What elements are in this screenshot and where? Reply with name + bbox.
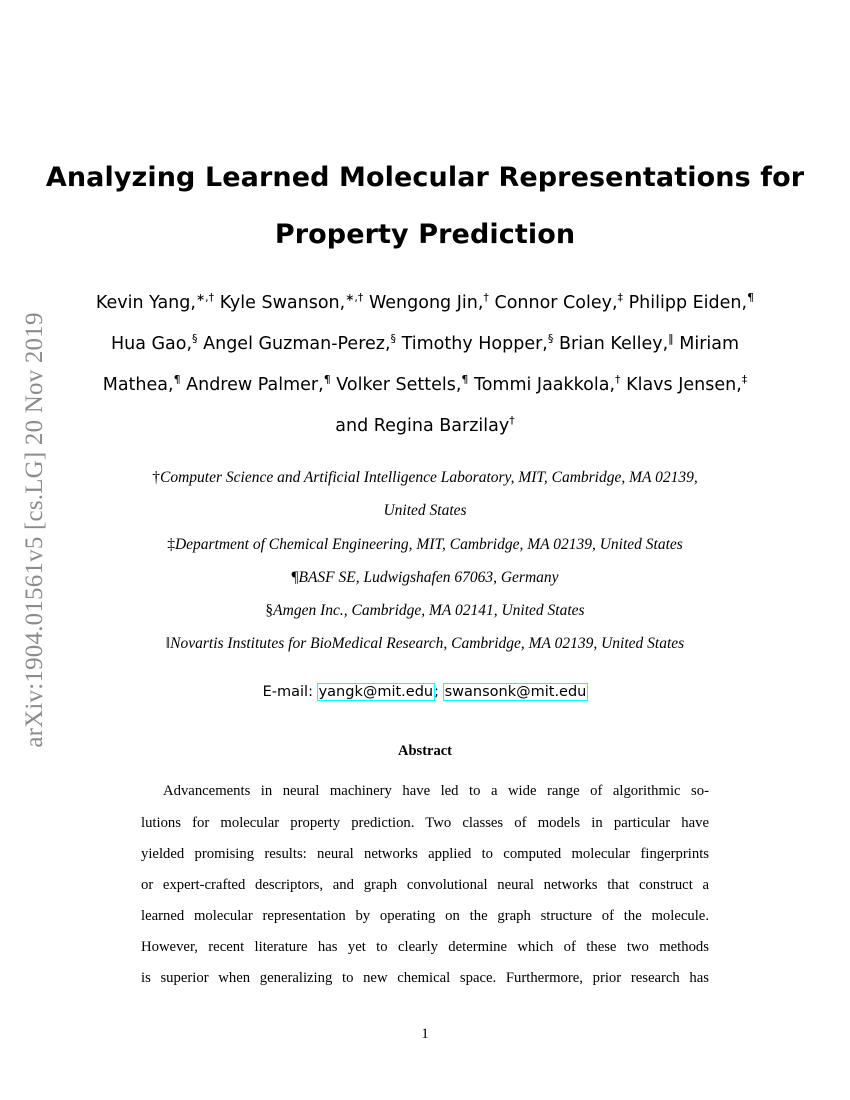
author-affiliation-mark: ¶ xyxy=(747,291,755,304)
affiliation-text: Computer Science and Artificial Intelligence Laboratory, MIT, Cambridge, MA 02139, xyxy=(160,469,698,486)
author-name: and Regina Barzilay xyxy=(335,416,510,436)
author-affiliation-mark: § xyxy=(390,332,397,345)
author-affiliation-mark: ∗,† xyxy=(195,291,215,304)
author-line-2 xyxy=(0,334,850,354)
email-separator: ; xyxy=(434,684,444,700)
affiliation-mit-csail-continued: United States xyxy=(383,502,467,519)
contact-email xyxy=(0,684,850,700)
affiliation-mark: ‖ xyxy=(165,635,171,652)
abstract-line: lutions for molecular property prediction. Two classes of models in particular have xyxy=(141,815,709,831)
author-affiliation-mark: ‡ xyxy=(617,291,624,304)
email-link-swansonk[interactable]: swansonk@mit.edu xyxy=(444,684,587,700)
email-label: E-mail: xyxy=(262,684,318,700)
author-affiliation-mark: ¶ xyxy=(323,373,331,386)
paper-title-line-2: Property Prediction xyxy=(274,219,576,250)
author-affiliation-mark: † xyxy=(615,373,621,386)
affiliation-basf xyxy=(0,569,850,587)
affiliation-text: Novartis Institutes for BioMedical Research, Cambridge, MA 02139, United States xyxy=(170,635,685,652)
author-affiliation-mark: ∗,† xyxy=(345,291,364,304)
affiliation-mark: ‡ xyxy=(167,536,175,553)
affiliation-mark: † xyxy=(152,469,161,486)
author-name: Andrew Palmer, xyxy=(186,375,324,395)
abstract-line: yielded promising results: neural networks applied to computed molecular fingerprints xyxy=(141,846,709,862)
author-name: Angel Guzman-Perez, xyxy=(203,334,391,354)
author-affiliation-mark: § xyxy=(192,332,198,345)
author-name: Hua Gao, xyxy=(110,334,193,354)
affiliation-text: BASF SE, Ludwigshafen 67063, Germany xyxy=(298,569,559,586)
author-affiliation-mark: ¶ xyxy=(173,373,181,386)
author-name: Brian Kelley, xyxy=(558,334,669,354)
affiliation-text: Amgen Inc., Cambridge, MA 02141, United States xyxy=(273,602,585,619)
author-name: Kyle Swanson, xyxy=(219,293,346,313)
paper-title-line-1: Analyzing Learned Molecular Representations for xyxy=(45,162,805,193)
abstract-line: is superior when generalizing to new chemical space. Furthermore, prior research has xyxy=(141,970,709,986)
abstract-line: or expert-crafted descriptors, and graph convolutional neural networks that construct a xyxy=(141,877,709,893)
affiliation-mit-cheme xyxy=(0,536,850,554)
email-link-yangk[interactable]: yangk@mit.edu xyxy=(318,684,434,700)
author-name: Mathea, xyxy=(102,375,174,395)
author-line-1 xyxy=(0,293,850,313)
affiliation-mit-csail xyxy=(0,469,850,487)
author-name: Volker Settels, xyxy=(336,375,462,395)
author-name: Timothy Hopper, xyxy=(401,334,548,354)
abstract-line: However, recent literature has yet to clearly determine which of these two methods xyxy=(141,939,709,955)
affiliation-mark: § xyxy=(265,602,274,619)
author-name: Kevin Yang, xyxy=(95,293,196,313)
author-name: Connor Coley, xyxy=(494,293,618,313)
arxiv-identifier-stamp: arXiv:1904.01561v5 [cs.LG] 20 Nov 2019 xyxy=(21,312,48,748)
affiliation-text: Department of Chemical Engineering, MIT, Cambridge, MA 02139, United States xyxy=(174,536,683,553)
abstract-line: Advancements in neural machinery have led to a wide range of algorithmic so- xyxy=(163,783,709,799)
author-affiliation-mark: ¶ xyxy=(461,373,469,386)
page-number: 1 xyxy=(421,1026,429,1042)
author-affiliation-mark: † xyxy=(483,291,489,304)
author-affiliation-mark: ‡ xyxy=(741,373,748,386)
affiliation-amgen xyxy=(0,602,850,620)
affiliation-novartis xyxy=(0,635,850,653)
abstract-line: learned molecular representation by operating on the graph structure of the molecule. xyxy=(141,908,709,924)
affiliation-mark: ¶ xyxy=(291,569,299,586)
abstract-heading: Abstract xyxy=(398,743,452,759)
author-affiliation-mark: § xyxy=(547,332,554,345)
author-name: Miriam xyxy=(679,334,740,354)
author-name: Tommi Jaakkola, xyxy=(473,375,616,395)
author-line-4 xyxy=(0,416,850,436)
author-name: Klavs Jensen, xyxy=(626,375,742,395)
author-line-3 xyxy=(0,375,850,395)
author-affiliation-mark: ‖ xyxy=(668,332,674,345)
author-name: Philipp Eiden, xyxy=(628,293,748,313)
author-name: Wengong Jin, xyxy=(369,293,484,313)
author-affiliation-mark: † xyxy=(509,414,515,427)
